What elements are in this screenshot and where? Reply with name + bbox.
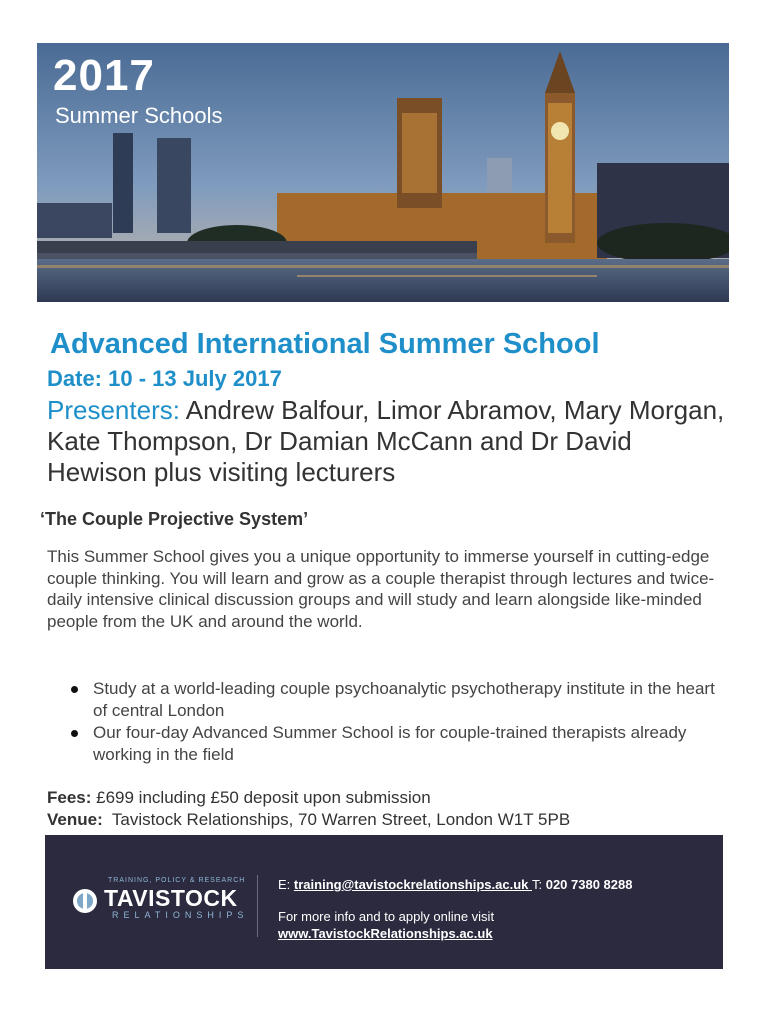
page-title: Advanced International Summer School <box>50 328 600 360</box>
hero-subtitle: Summer Schools <box>55 103 223 128</box>
logo-subtitle: RELATIONSHIPS <box>112 910 249 920</box>
footer-banner <box>45 835 723 969</box>
more-info-text: For more info and to apply online visit <box>278 909 495 924</box>
intro-paragraph: This Summer School gives you a unique opportunity to immerse yourself in cutting-edge couple thinking. You will learn and grow as a couple therapist through lectures and twice-daily intensive clinical discussion groups and will study and learn alongside like-minded people from the UK and around the world. <box>47 547 715 631</box>
fees-line <box>47 787 570 809</box>
presenters-names: Andrew Balfour, Limor Abramov, Mary Morgan, Kate Thompson, Dr Damian McCann and Dr David Hewison plus visiting lecturers <box>47 395 725 487</box>
venue-line <box>47 809 570 831</box>
presenters <box>47 395 737 488</box>
bullet-text: Our four-day Advanced Summer School is for couple-trained therapists already working in the field <box>93 723 687 764</box>
list-item <box>47 678 727 721</box>
website-link[interactable]: www.TavistockRelationships.ac.uk <box>278 926 493 941</box>
logo-tagline: TRAINING, POLICY & RESEARCH <box>108 877 246 884</box>
hero-image <box>37 43 729 302</box>
email-prefix: E: <box>278 877 294 892</box>
logo-emblem-icon <box>72 888 98 914</box>
tavistock-logo <box>72 877 252 927</box>
phone-prefix: T: <box>531 877 546 892</box>
fees-label: Fees: <box>47 788 92 807</box>
fees-venue <box>47 787 570 831</box>
footer-divider <box>257 875 258 937</box>
phone-number: 020 7380 8288 <box>545 877 633 892</box>
venue-value: Tavistock Relationships, 70 Warren Street, London W1T 5PB <box>102 810 571 829</box>
contact-line <box>278 877 632 892</box>
section-subtitle: ‘The Couple Projective System’ <box>40 509 309 529</box>
bullet-list <box>47 678 727 766</box>
logo-name: TAVISTOCK <box>104 885 238 911</box>
list-item <box>47 722 727 765</box>
email-link[interactable]: training@tavistockrelationships.ac.uk <box>293 877 532 892</box>
presenters-label: Presenters: <box>47 395 180 425</box>
hero-year: 2017 <box>53 51 155 100</box>
fees-value: £699 including £50 deposit upon submission <box>91 788 431 807</box>
bullet-icon <box>71 730 78 737</box>
venue-label: Venue: <box>47 810 103 829</box>
event-date: Date: 10 - 13 July 2017 <box>47 366 282 391</box>
bullet-text: Study at a world-leading couple psychoanalytic psychotherapy institute in the heart of central London <box>93 679 715 720</box>
bullet-icon <box>71 686 78 693</box>
